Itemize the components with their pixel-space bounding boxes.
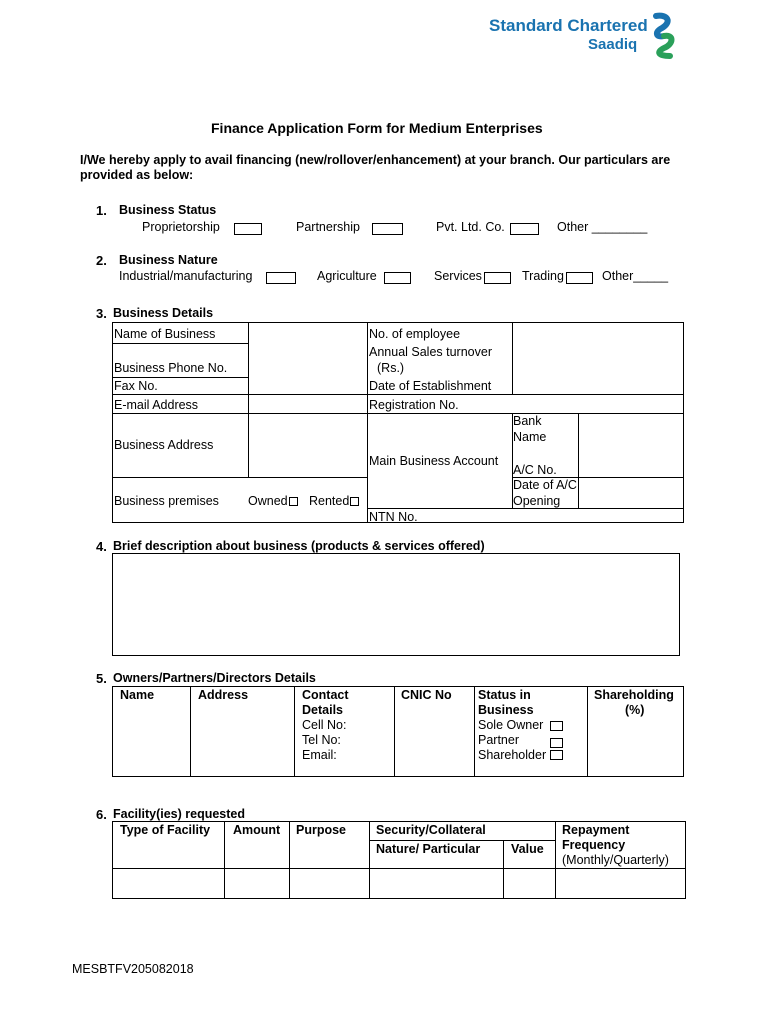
registration-label: Registration No. [369, 398, 459, 412]
owners-col-contact: Contact [302, 688, 349, 702]
premises-rented-option[interactable] [309, 493, 359, 509]
facility-col-repayment: Repayment [562, 823, 630, 837]
status-shareholder-checkbox[interactable] [550, 750, 563, 760]
ac-no-label: A/C No. [513, 463, 557, 477]
facility-col-value: Value [511, 842, 544, 856]
date-ac-label: Date of A/C [513, 478, 577, 492]
employees-label: No. of employee [369, 327, 461, 341]
nature-trading-label: Trading [522, 269, 564, 283]
status-other-field[interactable]: Other ________ [557, 220, 648, 234]
nature-trading-checkbox[interactable] [566, 272, 593, 284]
section1-heading: Business Status [119, 203, 217, 217]
facility-col-type: Type of Facility [120, 823, 211, 837]
date-established-label: Date of Establishment [369, 379, 492, 393]
status-partnership-label: Partnership [296, 220, 360, 234]
section5-number: 5. [96, 671, 107, 686]
status-sole-owner-checkbox[interactable] [550, 721, 563, 731]
owners-col-shareholding: Shareholding [594, 688, 674, 702]
owners-col-status-business: Business [478, 703, 534, 717]
owners-col-shareholding-unit: (%) [625, 703, 645, 717]
business-premises-label: Business premises [114, 494, 219, 508]
business-address-label: Business Address [114, 438, 214, 452]
owners-email-label: Email: [302, 748, 337, 762]
nature-industrial-checkbox[interactable] [266, 272, 296, 284]
fax-label: Fax No. [114, 379, 158, 393]
section5-heading: Owners/Partners/Directors Details [113, 671, 316, 685]
section2-heading: Business Nature [119, 253, 218, 267]
status-proprietorship-label: Proprietorship [142, 220, 220, 234]
bank-label: Bank [513, 414, 542, 428]
rented-checkbox-icon[interactable] [350, 497, 359, 506]
nature-other-field[interactable]: Other_____ [602, 269, 669, 283]
logo-text-line1: Standard Chartered [489, 16, 648, 35]
section6-number: 6. [96, 807, 107, 822]
section2-number: 2. [96, 253, 107, 268]
intro-line2: provided as below: [80, 168, 194, 182]
owners-col-name: Name [120, 688, 155, 702]
owners-col-address: Address [198, 688, 249, 702]
nature-agriculture-checkbox[interactable] [384, 272, 411, 284]
facility-col-amount: Amount [233, 823, 281, 837]
owners-cell-no-label: Cell No: [302, 718, 347, 732]
facility-col-nature: Nature/ Particular [376, 842, 481, 856]
section4-heading: Brief description about business (products & services offered) [113, 539, 485, 553]
facility-col-frequency: Frequency [562, 838, 626, 852]
turnover-unit-label: (Rs.) [377, 361, 405, 375]
owners-tel-no-label: Tel No: [302, 733, 341, 747]
section1-number: 1. [96, 203, 107, 218]
business-phone-label: Business Phone No. [114, 361, 228, 375]
section6-heading: Facility(ies) requested [113, 807, 245, 821]
facility-col-purpose: Purpose [296, 823, 347, 837]
status-partner-label: Partner [478, 733, 519, 747]
premises-rented-label: Rented [309, 494, 350, 508]
status-pvtltd-label: Pvt. Ltd. Co. [436, 220, 505, 234]
section3-number: 3. [96, 306, 107, 321]
status-sole-owner-label: Sole Owner [478, 718, 544, 732]
facility-col-frequency-options: (Monthly/Quarterly) [562, 853, 669, 867]
name-of-business-label: Name of Business [114, 327, 216, 341]
main-account-label: Main Business Account [369, 454, 499, 468]
logo-text-line2: Saadiq [588, 36, 638, 53]
status-proprietorship-checkbox[interactable] [234, 223, 262, 235]
logo-mark-icon [648, 12, 678, 60]
section4-number: 4. [96, 539, 107, 554]
premises-owned-option[interactable] [248, 493, 298, 509]
footer-form-code: MESBTFV205082018 [72, 962, 194, 976]
status-pvtltd-checkbox[interactable] [510, 223, 539, 235]
business-description-textarea[interactable] [112, 553, 680, 656]
ac-opening-label: Opening [513, 494, 561, 508]
bank-name-label: Name [513, 430, 547, 444]
status-partner-checkbox[interactable] [550, 738, 563, 748]
ntn-label: NTN No. [369, 510, 418, 524]
premises-owned-label: Owned [248, 494, 288, 508]
email-address-label: E-mail Address [114, 398, 199, 412]
facility-col-security: Security/Collateral [376, 823, 486, 837]
status-shareholder-label: Shareholder [478, 748, 547, 762]
status-partnership-checkbox[interactable] [372, 223, 403, 235]
owners-col-cnic: CNIC No [401, 688, 452, 702]
nature-services-label: Services [434, 269, 482, 283]
nature-industrial-label: Industrial/manufacturing [119, 269, 253, 283]
form-title: Finance Application Form for Medium Enterprises [211, 120, 543, 136]
turnover-label: Annual Sales turnover [369, 345, 492, 359]
owners-col-status: Status in [478, 688, 531, 702]
nature-services-checkbox[interactable] [484, 272, 511, 284]
nature-agriculture-label: Agriculture [317, 269, 377, 283]
section3-heading: Business Details [113, 306, 214, 320]
owned-checkbox-icon[interactable] [289, 497, 298, 506]
intro-line1: I/We hereby apply to avail financing (new/rollover/enhancement) at your branch. Our particulars are [80, 153, 671, 167]
owners-col-contact-details: Details [302, 703, 343, 717]
